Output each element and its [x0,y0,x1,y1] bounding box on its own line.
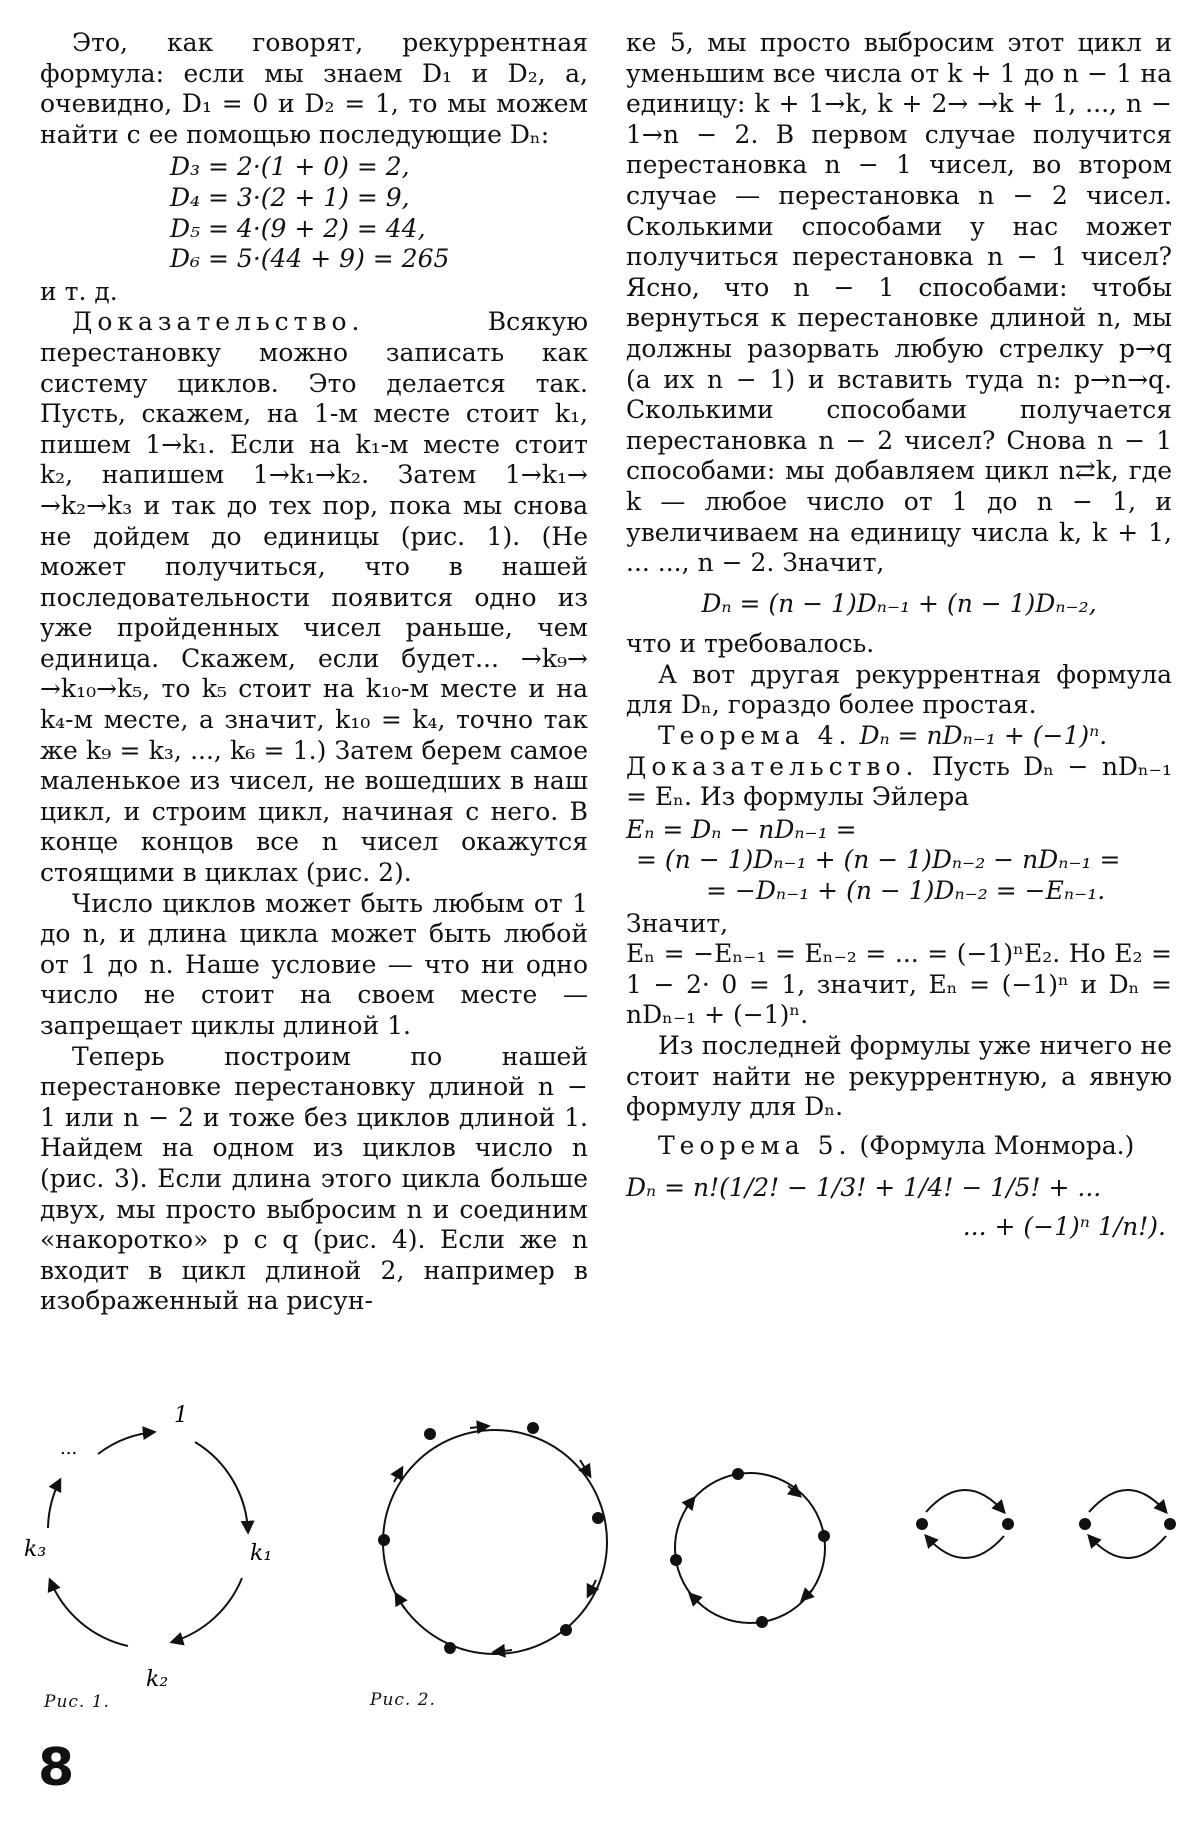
montmort-formula [626,1173,1172,1242]
equation: Eₙ = Dₙ − nDₙ₋₁ = [626,814,857,844]
paragraph: Из последней формулы уже ничего не стоит найти не рекуррентную, а явную формулу для Dₙ. [626,1031,1172,1122]
equation: D₅ = 4·(9 + 2) = 44, [170,213,426,243]
equation: D₆ = 5·(44 + 9) = 265 [170,244,450,274]
equation: ... + (−1)ⁿ 1/n!). [962,1211,1166,1241]
page-number: 8 [38,1738,75,1798]
paragraph: Число циклов может быть любым от 1 до n, и длина цикла может быть любой от 1 до n. Наше условие — что ни одно число не стоит на своем месте — запрещает циклы длиной 1. [40,888,588,1040]
paragraph: и т. д. [40,276,118,306]
equation: D₃ = 2·(1 + 0) = 2, [170,152,410,182]
proof-paragraph [626,752,1172,813]
figure-1-caption: Рис. 1. [44,1692,110,1712]
figure-2-cycle-6 [378,1422,607,1654]
theorem-5 [626,1131,1172,1162]
fig1-label: k₃ [24,1537,47,1562]
fig1-label: 1 [174,1403,188,1428]
euler-derivation [626,815,1172,907]
theorem-label: Теорема 4. [658,721,852,751]
figure-1-cycle [48,1432,248,1646]
equation: D₄ = 3·(2 + 1) = 9, [170,182,410,212]
left-column [40,28,588,1317]
proof-label: Доказательство. [72,307,365,337]
figure-2-caption: Рис. 2. [370,1690,436,1710]
theorem-title: (Формула Монмора.) [859,1130,1135,1160]
proof-label: Доказательство. [626,751,919,781]
equation: Dₙ = n!(1/2! − 1/3! + 1/4! − 1/5! + ... [626,1173,1102,1203]
recurrence-examples [40,152,588,274]
figure-2-cycle-2a [916,1490,1014,1558]
paragraph: Eₙ = −Eₙ₋₁ = Eₙ₋₂ = ... = (−1)ⁿE₂. Но E₂ = 1 − 2· 0 = 1, значит, Eₙ = (−1)ⁿ и Dₙ = nDₙ₋₁ + (−1)ⁿ. [626,939,1172,1030]
equation: = (n − 1)Dₙ₋₁ + (n − 1)Dₙ₋₂ − nDₙ₋₁ = [636,845,1121,875]
paragraph: что и требовалось. [626,629,875,659]
fig1-label: k₁ [250,1541,273,1566]
right-column [626,28,1172,1245]
paragraph: Значит, [626,908,729,938]
theorem-formula: Dₙ = nDₙ₋₁ + (−1)ⁿ. [859,721,1108,751]
figure-2-cycle-2b [1079,1490,1176,1558]
equation: Dₙ = (n − 1)Dₙ₋₁ + (n − 1)Dₙ₋₂, [701,588,1097,618]
paragraph: А вот другая рекуррентная формула для Dₙ, гораздо более простая. [626,659,1172,720]
equation: = −Dₙ₋₁ + (n − 1)Dₙ₋₂ = −Eₙ₋₁. [706,876,1106,906]
fig1-label: ... [60,1438,78,1459]
paragraph: Теперь построим по нашей перестановке перестановку длиной n − 1 или n − 2 и тоже без циклов длиной 1. Найдем на одном из циклов число n (рис. 3). Если длина этого цикла больше двух, мы просто выбросим n и соединим «накоротко» p с q (рис. 4). Если же n входит в цикл длиной 2, например в изображенный на рисун- [40,1041,588,1316]
theorem-label: Теорема 5. [658,1130,852,1160]
figure-2-cycle-4 [670,1468,830,1628]
paragraph: ке 5, мы просто выбросим этот цикл и уменьшим все числа от k + 1 до n − 1 на единицу: k + 1→k, k + 2→ →k + 1, ..., n − 1→n − 2. В первом случае получится перестановка n − 1 чисел, во втором случае — перестановка n − 2 чисел. Сколькими способами у нас может получиться перестановка n − 1 чисел? Ясно, что n − 1 способами: чтобы вернуться к перестановке длиной n, мы должны разорвать любую стрелку p→q (а их n − 1) и вставить туда n: p→n→q. Сколькими способами получается перестановка n − 2 чисел? Снова n − 1 способами: мы добавляем цикл n⇄k, где k — любое число от 1 до n − 1, и увеличиваем на единицу числа k, k + 1, ... ..., n − 2. Значит, [626,28,1172,578]
paragraph: Это, как говорят, рекуррентная формула: если мы знаем D₁ и D₂, а, очевидно, D₁ = 0 и D₂ = 1, то мы можем найти с ее помощью последующие Dₙ: [40,28,588,149]
theorem-4 [626,721,1172,752]
proof-text: Пусть Dₙ − nDₙ₋₁ = Eₙ. Из формулы Эйлера [626,751,1173,812]
figures [0,1390,1200,1720]
fig1-label: k₂ [146,1667,169,1692]
proof-paragraph [40,307,588,888]
proof-text: Всякую перестановку можно записать как систему циклов. Это делается так. Пусть, скажем, на 1-м месте стоит k₁, пишем 1→k₁. Если на k₁-м месте стоит k₂, напишем 1→k₁→k₂. Затем 1→k₁→ →k₂→k₃ и так до тех пор, пока мы снова не дойдем до единицы (рис. 1). (Не может получиться, что в нашей последовательности появится одно из уже пройденных чисел раньше, чем единица. Скажем, если будет... →k₉→ →k₁₀→k₅, то k₅ стоит на k₁₀-м месте и на k₄-м месте, а значит, k₁₀ = k₄, точно так же k₉ = k₃, ..., k₆ = 1.) Затем берем самое маленькое из чисел, не вошедших в наш цикл, и строим цикл, начиная с него. В конце концов все n чисел окажутся стоящими в циклах (рис. 2). [40,307,588,888]
